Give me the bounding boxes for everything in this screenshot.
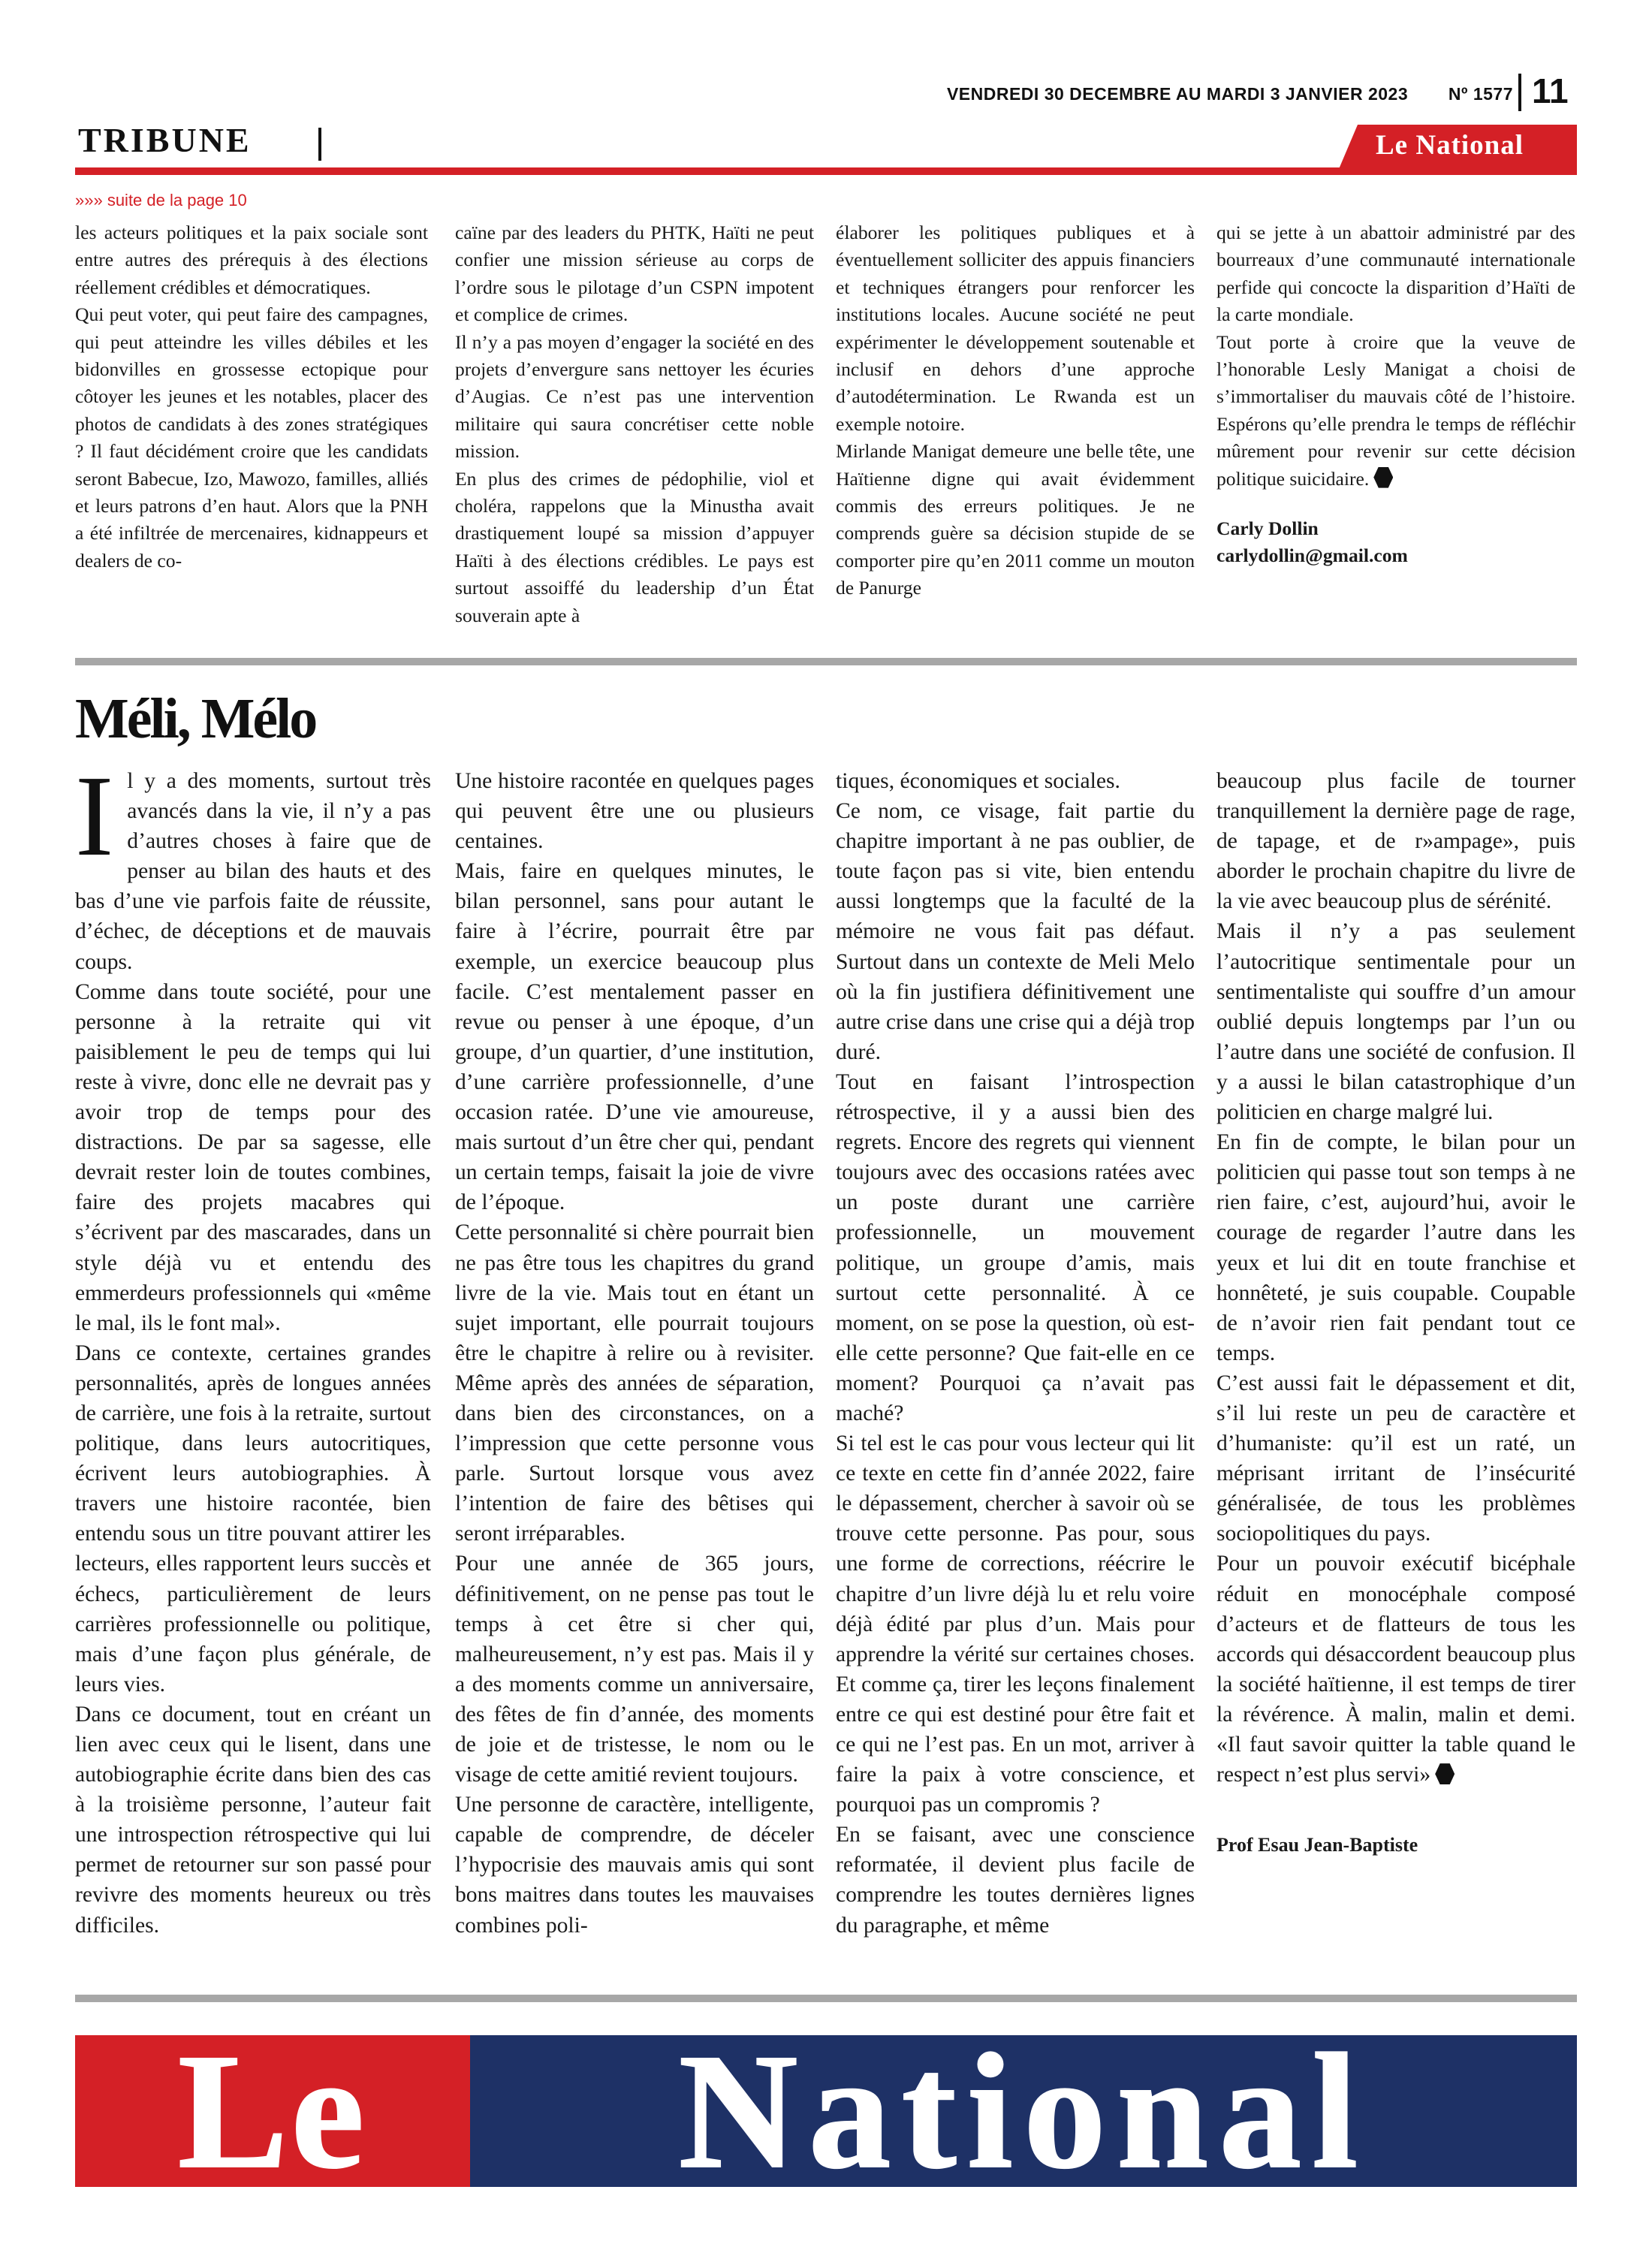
continued-from-link[interactable]: »»» suite de la page 10 bbox=[75, 191, 247, 210]
column-text bbox=[1216, 766, 1575, 1790]
publication-date: VENDREDI 30 DECEMBRE AU MARDI 3 JANVIER 2023 bbox=[946, 84, 1409, 104]
column-text: l y a des moments, surtout très avancés dans la vie, il n’y a pas d’autres choses à faire que de penser au bilan des hauts et des bas d’une vie parfois faite de réussite, d’échec, de déceptions et de mauvais coups. Comme dans toute société, pour une personne à la retraite qui vit paisiblement le peu de temps qui lui reste à vivre, donc elle ne devrait pas y avoir trop de temps pour des distractions. De par sa sagesse, elle devrait rester loin de toutes combines, faire des projets macabres qui s’écrivent par des mascarades, dans un style déjà vu et entendu des emmerdeurs professionnels qui «même le mal, ils le font mal». Dans ce contexte, certaines grandes personnalités, après de longues années de carrière, une fois à la retraite, surtout politique, dans leurs autocritiques, écrivent leurs autobiographies. À travers une histoire racontée, bien entendu sous un titre pouvant attirer les lecteurs, elles rapportent leurs succès et échecs, particulièrement de leurs carrières professionnelle ou politique, mais d’une façon plus générale, de leurs vies. Dans ce document, tout en créant un lien avec ceux qui le lisent, dans une autobiographie écrite dans bien des cas à la troisième personne, l’auteur fait une introspection rétrospective qui lui permet de retourner sur son passé pour revivre des moments heureux ou très difficiles. bbox=[75, 769, 431, 1938]
logo-text-le: Le bbox=[177, 2019, 368, 2203]
article-column-3 bbox=[836, 766, 1195, 1941]
drop-cap: I bbox=[75, 753, 114, 880]
section-label: TRIBUNE bbox=[78, 121, 252, 159]
column-text bbox=[1216, 219, 1575, 493]
column-text: les acteurs politiques et la paix sociale sont entre autres des prérequis à des élections réellement crédibles et démocratiques. Qui peut voter, qui peut faire des campagnes, qui peut atteindre les villes débiles et les bidonvilles en grossesse ectopique pour côtoyer les jeunes et les notables, placer des photos de candidats à des zones stratégiques ? Il faut décidément croire que les candidats seront Babecue, Izo, Mawozo, familles, alliés et leurs patrons d’en haut. Alors que la PNH a été infiltrée de mercenaires, kidnappeurs et dealers de co- bbox=[75, 222, 428, 572]
author-email[interactable]: carlydollin@gmail.com bbox=[1216, 544, 1408, 567]
article-column-4 bbox=[1216, 766, 1575, 1860]
column-body: beaucoup plus facile de tourner tranquillement la dernière page de rage, de tapage, et de r»ampage», puis aborder le prochain chapitre du livre de la vie avec beaucoup plus de sérénité. Mais il n’y a pas seulement l’autocritique sentimentale pour un sentimentaliste qui souffre d’un amour oublié depuis longtemps par l’un ou l’autre dans une société de confusion. Il y a aussi le bilan catastrophique d’un politicien en charge malgré lui. En fin de compte, le bilan pour un politicien qui passe tout son temps à ne rien faire, c’est, aujourd’hui, avoir le courage de regarder l’autre dans les yeux et lui dit en toute franchise et honnêteté, je suis coupable. Coupable de n’avoir rien fait pendant tout ce temps. C’est aussi fait le dépassement et dit, s’il lui reste un peu de caractère et d’humaniste: qu’il est un raté, un méprisant irritant de l’insécurité généralisée, de tous les problèmes sociopolitiques du pays. Pour un pouvoir exécutif bicéphale réduit en monocéphale composé d’acteurs et de flatteurs de tous les accords qui désaccordent beaucoup plus la société haïtienne, il est temps de tirer la révérence. À malin, malin et demi. «Il faut savoir quitter la table quand le respect n’est plus servi» bbox=[1216, 769, 1575, 1787]
footer-divider-rule bbox=[75, 1995, 1577, 2002]
end-mark-icon bbox=[1373, 467, 1393, 488]
column-text: Une histoire racontée en quelques pages qui peuvent être une ou plusieurs centaines. Mais, faire en quelques minutes, le bilan personnel, sans pour autant le faire à l’écrire, pourrait être par exemple, un exercice beaucoup plus facile. C’est mentalement passer en revue ou penser à une époque, d’un groupe, d’un quartier, d’une institution, d’une carrière professionnelle, d’une occasion ratée. D’une vie amoureuse, mais surtout d’un être cher qui, pendant un certain temps, faisait la joie de vivre de l’époque. Cette personnalité si chère pourrait bien ne pas être tous les chapitres du grand livre de la vie. Mais tout en étant un sujet important, elle pourrait toujours être le chapitre à relire ou à revisiter. Même après des années de séparation, dans bien des circonstances, on a l’impression que cette personne vous parle. Surtout lorsque vous avez l’intention de faire des bêtises qui seront irréparables. Pour une année de 365 jours, définitivement, on ne pense pas tout le temps à cet être si cher qui, malheureusement, n’y est pas. Mais il y a des moments comme un anniversaire, des fêtes de fin d’année, des moments de joie et de tristesse, le nom ou le visage de cette amitié revient toujours. Une personne de caractère, intelligente, capable de comprendre, de déceler l’hypocrisie des mauvais amis qui sont bons maitres dans toutes les mauvaises combines poli- bbox=[455, 769, 814, 1938]
tribune-column-1 bbox=[75, 219, 428, 575]
column-text: caïne par des leaders du PHTK, Haïti ne peut confier une mission sérieuse au corps de l’ordre sous le pilotage d’un CSPN impotent et complice de crimes. Il n’y a pas moyen d’engager la société en des projets d’envergure sans nettoyer les écuries d’Augias. Ce n’est pas une intervention militaire qui saura concrétiser cette noble mission. En plus des crimes de pédophilie, viol et choléra, rappelons que la Minustha avait drastiquement loupé sa mission d’appuyer Haïti à des élections crédibles. Le pays est surtout assoiffé du leadership d’un État souverain apte à bbox=[455, 222, 814, 626]
article-column-2 bbox=[455, 766, 814, 1941]
column-body: qui se jette à un abattoir administré par des bourreaux d’une communauté internationale perfide qui concocte la disparition d’Haïti de la carte mondiale. Tout porte à croire que la veuve de l’honorable Lesly Manigat a choisi de s’immortaliser du mauvais côté de l’histoire. Espérons qu’elle prendra le temps de réfléchir mûrement pour revenir sur cette décision politique suicidaire. bbox=[1216, 222, 1575, 490]
section-divider-rule bbox=[75, 658, 1577, 665]
tribune-column-2 bbox=[455, 219, 814, 629]
date-line bbox=[947, 84, 1513, 104]
column-text: tiques, économiques et sociales. Ce nom, ce visage, fait partie du chapitre important à ne pas oublier, de toute façon pas si vite, bien entendu aussi longtemps que la faculté de la mémoire ne vous fait pas défaut. Surtout dans un contexte de Meli Melo où la fin justifiera définitivement une autre crise dans une crise qui a déjà trop duré. Tout en faisant l’introspection rétrospective, il y a aussi bien des regrets. Encore des regrets qui viennent toujours avec des occasions ratées avec un poste durant une carrière professionnelle, un mouvement politique, un groupe d’amis, mais surtout cette personnalité. À ce moment, on se pose la question, où est-elle cette personne? Que fait-elle en ce moment? Pourquoi ça n’avait pas maché? Si tel est le cas pour vous lecteur qui lit ce texte en cette fin d’année 2022, faire le dépassement, chercher à savoir où se trouve cette personne. Pas pour, sous une forme de corrections, réécrire le chapitre d’un livre déjà lu et relu voire déjà édité par plus d’un. Mais pour apprendre la vérité sur certaines choses. Et comme ça, tirer les leçons finalement entre ce qui est destiné pour être fait et ce qui ne l’est pas. En un mot, arriver à faire la paix à votre conscience, et pourquoi pas un compromis ? En se faisant, avec une conscience reformatée, il devient plus facile de comprendre les toutes dernières lignes du paragraphe, et même bbox=[836, 769, 1195, 1938]
section-divider bbox=[318, 128, 321, 161]
article-column-1 bbox=[75, 753, 431, 1941]
author-name: Prof Esau Jean-Baptiste bbox=[1216, 1834, 1418, 1856]
author-name: Carly Dollin bbox=[1216, 517, 1319, 540]
page-number: 11 bbox=[1532, 71, 1569, 110]
logo-text-national: National bbox=[678, 2019, 1369, 2203]
masthead-title: Le National bbox=[1376, 130, 1524, 161]
issue-number: Nº 1577 bbox=[1448, 84, 1513, 104]
column-text: élaborer les politiques publiques et à éventuellement solliciter des appuis financiers et techniques étrangers pour renforcer les institutions locales. Aucune société ne peut expérimenter le développement soutenable et inclusif en dehors d’une approche d’autodétermination. Le Rwanda est un exemple notoire. Mirlande Manigat demeure une belle tête, une Haïtienne digne qui avait évidemment commis des erreurs politiques. Je ne comprends guère sa décision stupide de se comporter pire qu’en 2011 comme un mouton de Panurge bbox=[836, 222, 1195, 599]
article-title: Méli, Mélo bbox=[75, 687, 316, 750]
tribune-column-4 bbox=[1216, 219, 1575, 570]
tribune-column-3 bbox=[836, 219, 1195, 602]
end-mark-icon bbox=[1435, 1763, 1455, 1784]
page-number-divider bbox=[1518, 74, 1521, 111]
